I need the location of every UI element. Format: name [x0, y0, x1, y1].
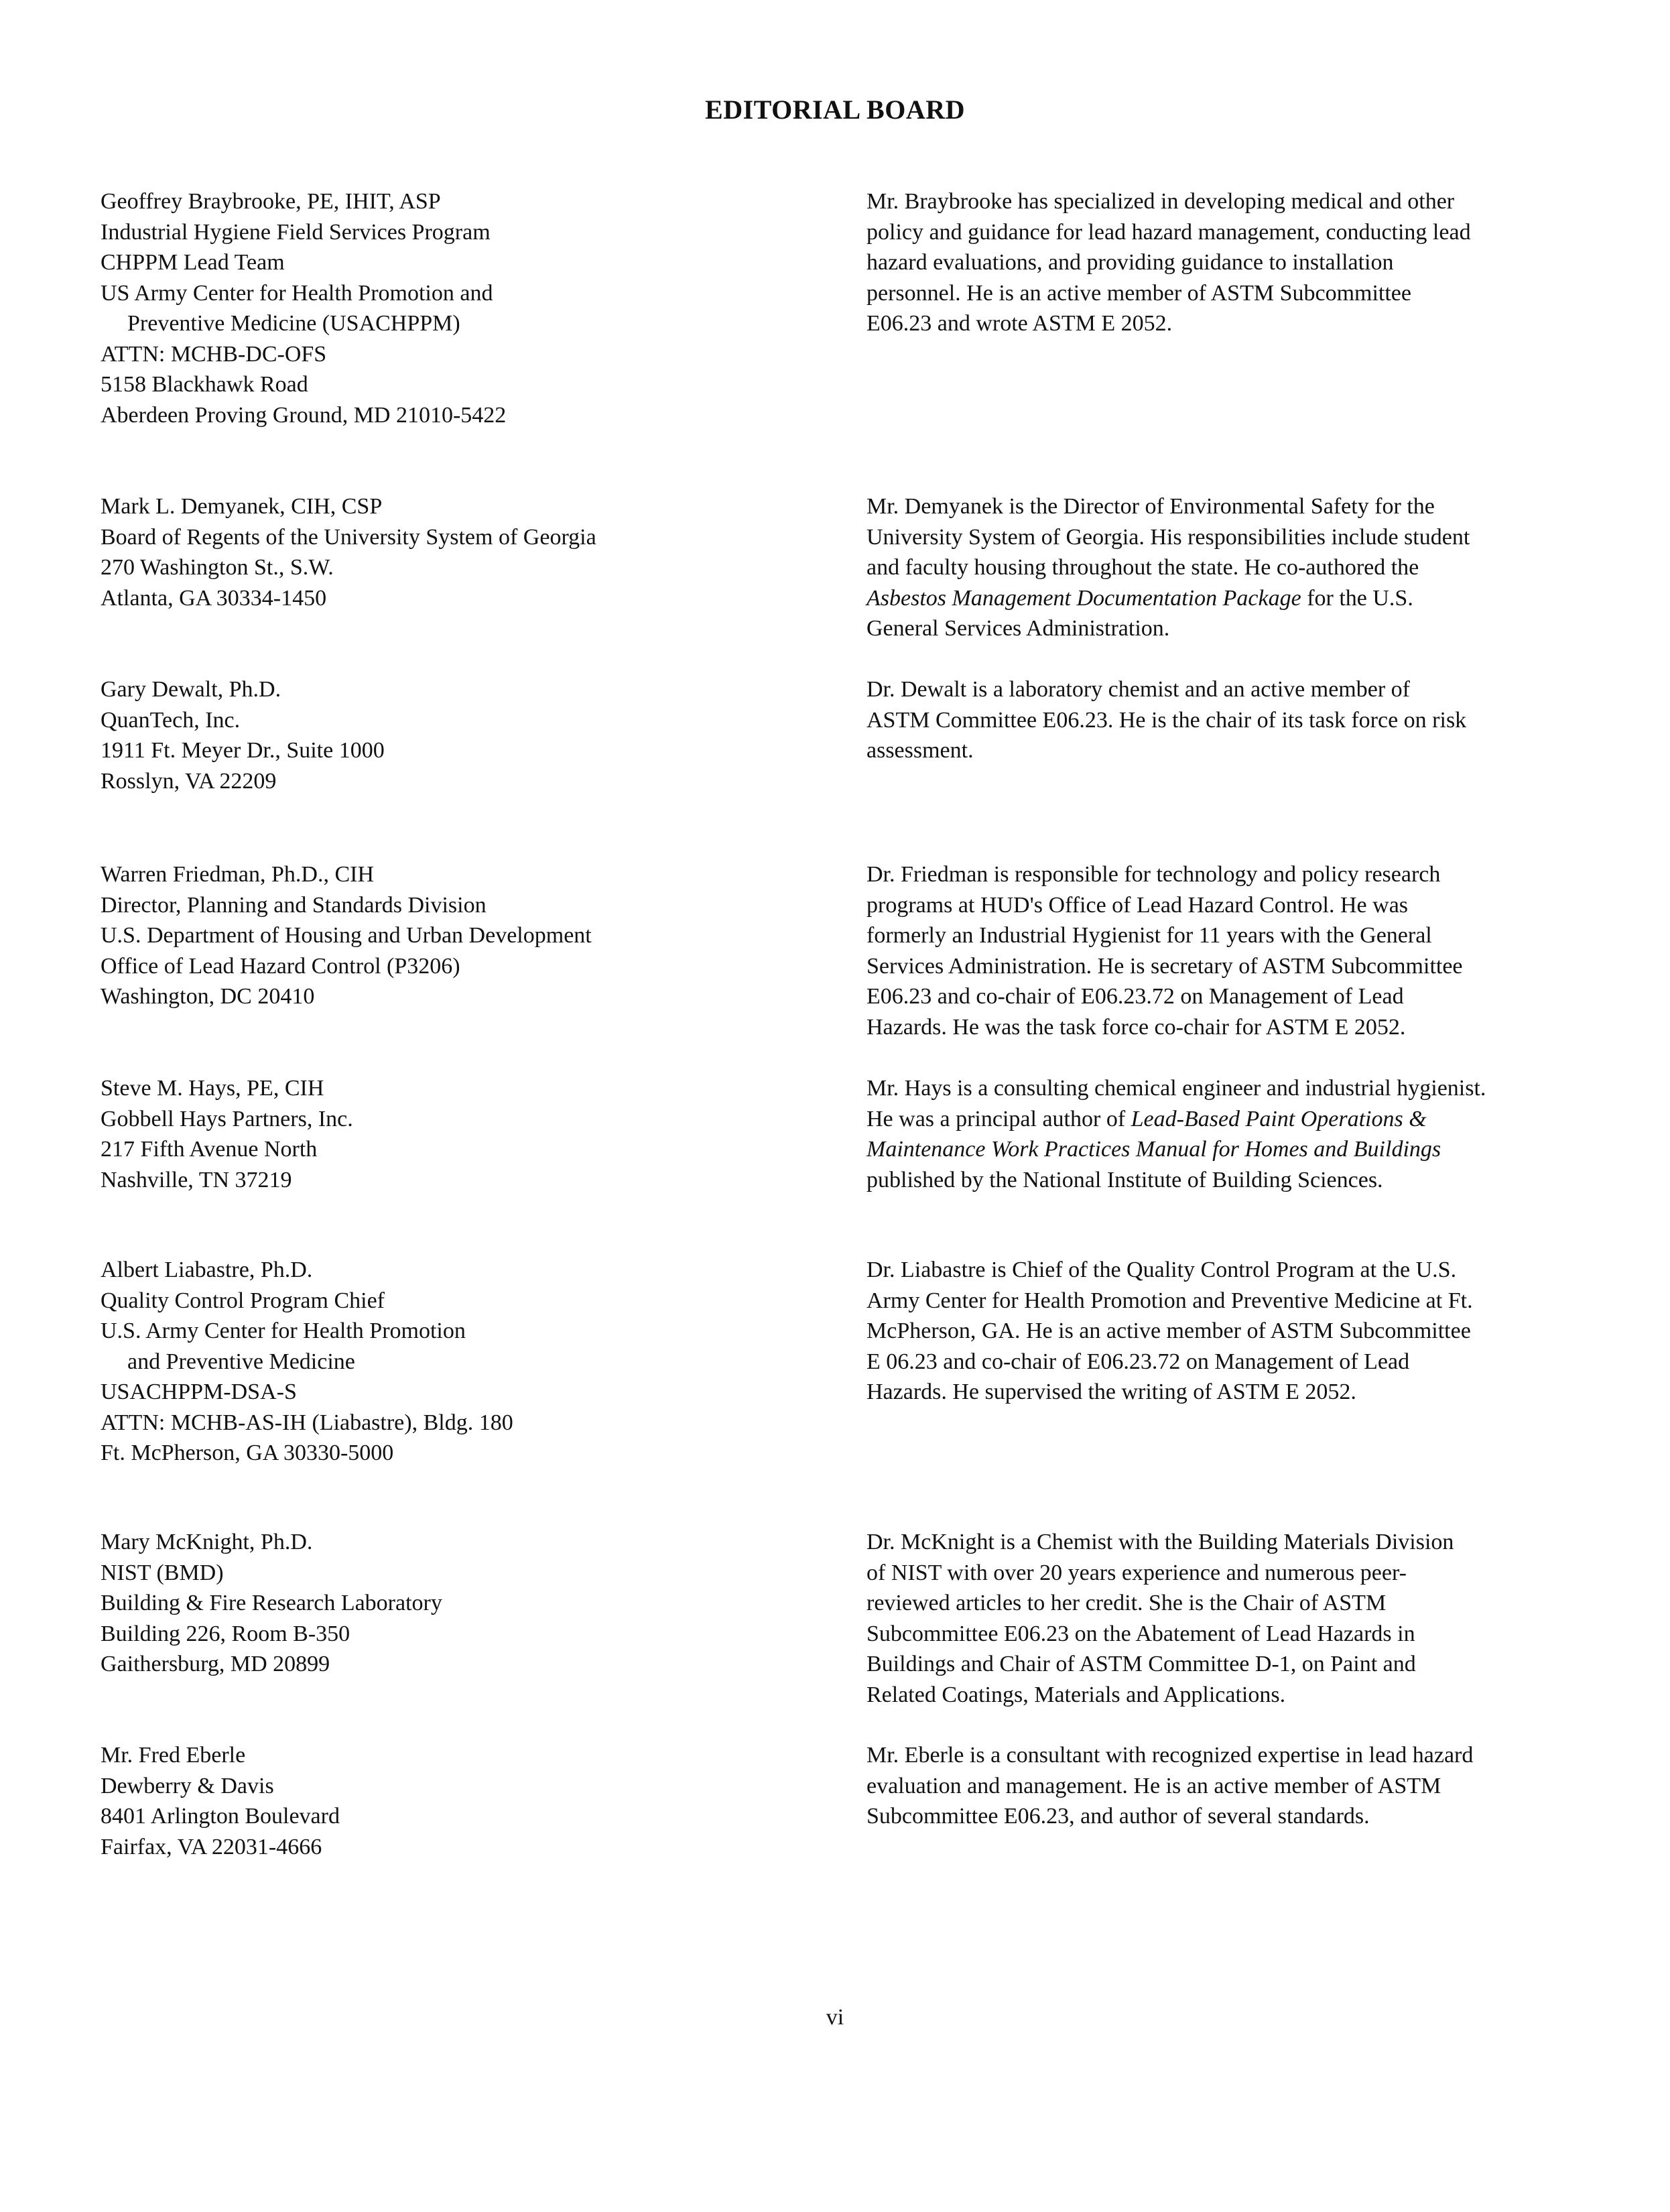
bio-line: of NIST with over 20 years experience and numerous peer-	[866, 1560, 1407, 1585]
bio-line	[866, 1134, 1577, 1165]
member-address-liabastre	[101, 1255, 824, 1469]
address-line: Gaithersburg, MD 20899	[101, 1652, 330, 1676]
address-line: ATTN: MCHB-AS-IH (Liabastre), Bldg. 180	[101, 1410, 513, 1435]
address-line: Director, Planning and Standards Division	[101, 892, 487, 918]
bio-line: Dr. McKnight is a Chemist with the Building Materials Division	[866, 1530, 1454, 1554]
member-address-braybrooke	[101, 186, 824, 430]
bio-line: Mr. Hays is a consulting chemical engineer and industrial hygienist.	[866, 1076, 1486, 1101]
member-bio-liabastre	[866, 1255, 1577, 1408]
address-line: Washington, DC 20410	[101, 984, 315, 1009]
publication-title: Maintenance Work Practices Manual for Homes and Buildings	[866, 1137, 1441, 1162]
bio-line: Subcommittee E06.23 on the Abatement of Lead Hazards in	[866, 1621, 1415, 1646]
bio-line: formerly an Industrial Hygienist for 11 years with the General	[866, 923, 1432, 948]
address-line: U.S. Army Center for Health Promotion	[101, 1318, 466, 1343]
bio-line: and faculty housing throughout the state. He co-authored the	[866, 555, 1419, 580]
address-line: ATTN: MCHB-DC-OFS	[101, 341, 327, 367]
address-line: Building & Fire Research Laboratory	[101, 1591, 442, 1615]
member-name: Mary McKnight, Ph.D.	[101, 1530, 313, 1554]
bio-line: E06.23 and wrote ASTM E 2052.	[866, 311, 1173, 336]
bio-line: programs at HUD's Office of Lead Hazard Control. He was	[866, 892, 1409, 918]
address-line: Dewberry & Davis	[101, 1773, 274, 1798]
address-line: NIST (BMD)	[101, 1560, 224, 1585]
member-bio-dewalt	[866, 674, 1577, 766]
bio-line: policy and guidance for lead hazard management, conducting lead	[866, 219, 1471, 245]
member-bio-friedman	[866, 859, 1577, 1042]
bio-line: McPherson, GA. He is an active member of ASTM Subcommittee	[866, 1318, 1471, 1343]
member-address-mcknight	[101, 1527, 824, 1680]
bio-line: Dr. Friedman is responsible for technology and policy research	[866, 862, 1441, 887]
address-line: Board of Regents of the University System of Georgia	[101, 524, 596, 550]
member-name: Albert Liabastre, Ph.D.	[101, 1257, 313, 1282]
bio-line: Mr. Demyanek is the Director of Environmental Safety for the	[866, 494, 1435, 519]
member-name: Mr. Fred Eberle	[101, 1743, 246, 1768]
member-bio-demyanek	[866, 491, 1577, 644]
bio-line: Services Administration. He is secretary of ASTM Subcommittee	[866, 953, 1463, 979]
address-line: Aberdeen Proving Ground, MD 21010-5422	[101, 402, 507, 428]
address-line: Office of Lead Hazard Control (P3206)	[101, 953, 460, 979]
bio-line: Dr. Liabastre is Chief of the Quality Control Program at the U.S.	[866, 1257, 1457, 1282]
page-title: EDITORIAL BOARD	[705, 95, 965, 125]
address-line: Industrial Hygiene Field Services Program	[101, 219, 491, 245]
member-name: Mark L. Demyanek, CIH, CSP	[101, 494, 383, 519]
address-line: and Preventive Medicine	[127, 1349, 355, 1374]
address-line: QuanTech, Inc.	[101, 707, 241, 733]
member-address-demyanek	[101, 491, 824, 613]
member-name: Geoffrey Braybrooke, PE, IHIT, ASP	[101, 189, 441, 214]
address-line: Building 226, Room B-350	[101, 1621, 350, 1646]
bio-line: personnel. He is an active member of ASTM Subcommittee	[866, 280, 1411, 306]
bio-line: reviewed articles to her credit. She is the Chair of ASTM	[866, 1591, 1387, 1615]
address-line: Quality Control Program Chief	[101, 1288, 385, 1313]
bio-line: E 06.23 and co-chair of E06.23.72 on Management of Lead	[866, 1349, 1410, 1374]
address-line: 1911 Ft. Meyer Dr., Suite 1000	[101, 738, 385, 763]
bio-line: E06.23 and co-chair of E06.23.72 on Management of Lead	[866, 984, 1404, 1009]
member-name: Warren Friedman, Ph.D., CIH	[101, 862, 375, 887]
bio-line: Buildings and Chair of ASTM Committee D-1, on Paint and	[866, 1652, 1416, 1676]
bio-line: published by the National Institute of Building Sciences.	[866, 1167, 1383, 1192]
address-line: 217 Fifth Avenue North	[101, 1137, 318, 1162]
address-line: US Army Center for Health Promotion and	[101, 280, 493, 306]
address-line: Ft. McPherson, GA 30330-5000	[101, 1440, 394, 1465]
bio-line: assessment.	[866, 738, 974, 763]
member-address-hays	[101, 1073, 824, 1195]
bio-line: ASTM Committee E06.23. He is the chair of its task force on risk	[866, 707, 1467, 733]
publication-title: Asbestos Management Documentation Package	[866, 585, 1301, 611]
bio-line	[866, 583, 1577, 614]
address-line: CHPPM Lead Team	[101, 250, 285, 275]
bio-line: hazard evaluations, and providing guidance to installation	[866, 250, 1394, 275]
member-bio-braybrooke	[866, 186, 1577, 339]
member-address-friedman	[101, 859, 824, 1012]
bio-line: Subcommittee E06.23, and author of several standards.	[866, 1804, 1370, 1829]
member-bio-hays	[866, 1073, 1577, 1195]
bio-line: evaluation and management. He is an active member of ASTM	[866, 1773, 1441, 1798]
publication-title: Lead-Based Paint Operations &	[1131, 1106, 1427, 1131]
bio-line: Dr. Dewalt is a laboratory chemist and an active member of	[866, 677, 1410, 702]
address-line: 8401 Arlington Boulevard	[101, 1804, 340, 1829]
bio-line: Hazards. He was the task force co-chair for ASTM E 2052.	[866, 1014, 1406, 1040]
bio-line: Mr. Eberle is a consultant with recognized expertise in lead hazard	[866, 1743, 1474, 1768]
member-address-dewalt	[101, 674, 824, 796]
member-name: Gary Dewalt, Ph.D.	[101, 677, 281, 702]
member-name: Steve M. Hays, PE, CIH	[101, 1076, 324, 1101]
page-number: vi	[826, 2005, 844, 2030]
bio-line: Army Center for Health Promotion and Preventive Medicine at Ft.	[866, 1288, 1473, 1313]
address-line: 270 Washington St., S.W.	[101, 555, 334, 580]
bio-line: University System of Georgia. His responsibilities include student	[866, 524, 1470, 550]
bio-line	[866, 1104, 1577, 1135]
address-line: U.S. Department of Housing and Urban Development	[101, 923, 592, 948]
address-line: Nashville, TN 37219	[101, 1167, 292, 1192]
member-bio-eberle	[866, 1740, 1577, 1832]
bio-text: for the U.S.	[1301, 585, 1413, 611]
address-line: Fairfax, VA 22031-4666	[101, 1834, 322, 1859]
bio-line: Hazards. He supervised the writing of ASTM E 2052.	[866, 1379, 1356, 1404]
address-line: Preventive Medicine (USACHPPM)	[127, 311, 460, 336]
address-line: Atlanta, GA 30334-1450	[101, 585, 327, 611]
address-line: 5158 Blackhawk Road	[101, 372, 308, 397]
address-line: Gobbell Hays Partners, Inc.	[101, 1106, 353, 1131]
member-address-eberle	[101, 1740, 824, 1862]
address-line: Rosslyn, VA 22209	[101, 768, 277, 794]
address-line: USACHPPM-DSA-S	[101, 1379, 297, 1404]
bio-text: He was a principal author of	[866, 1106, 1131, 1131]
bio-line: Related Coatings, Materials and Applications.	[866, 1682, 1286, 1707]
bio-line: Mr. Braybrooke has specialized in developing medical and other	[866, 189, 1455, 214]
member-bio-mcknight	[866, 1527, 1577, 1710]
bio-line: General Services Administration.	[866, 616, 1170, 641]
